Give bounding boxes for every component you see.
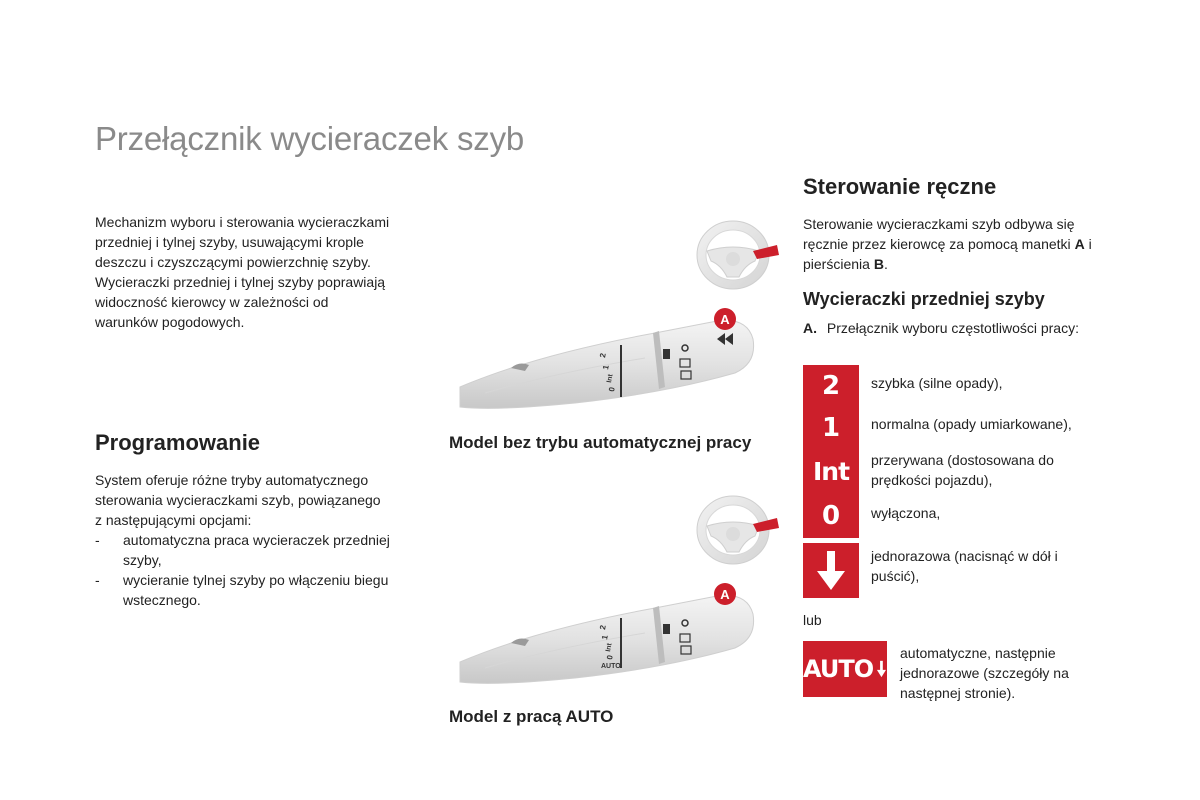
or-label: lub (803, 612, 822, 628)
intro-line: deszczu i czyszczącymi powierzchnię szyby. (95, 254, 371, 270)
mode-desc-intermittent: przerywana (dostosowana do prędkości pojazdu), (871, 452, 1054, 488)
mode-symbol-0: 0 (821, 500, 841, 531)
auto-down-arrow-icon (876, 658, 887, 680)
caption-model-basic: Model bez trybu automatycznej pracy (449, 433, 752, 452)
scale-mark: 0 (605, 654, 615, 661)
mode-symbol-1: 1 (821, 413, 841, 443)
caption-model-auto: Model z pracą AUTO (449, 707, 614, 726)
scale-mark: Int (605, 642, 614, 653)
scale-mark: 1 (600, 634, 610, 641)
callout-a-label: A (720, 312, 730, 327)
scale-mark: 1 (601, 364, 611, 371)
wiper-stalk-illustration-basic (455, 215, 785, 415)
mode-desc-normal: normalna (opady umiarkowane), (871, 416, 1072, 432)
callout-a-label: A (720, 587, 730, 602)
down-arrow-icon (803, 543, 859, 598)
mode-desc-off: wyłączona, (871, 505, 941, 521)
mode-symbol-2: 2 (821, 371, 841, 401)
scale-mark: 2 (598, 352, 608, 359)
manual-ref-a: A (1074, 236, 1085, 252)
programming-list (95, 530, 425, 610)
front-wipers-heading: Wycieraczki przedniej szyby (803, 289, 1045, 309)
single-wipe-symbol (803, 543, 859, 598)
manual-line-text: ręcznie przez kierowcę za pomocą manetki (803, 236, 1075, 252)
mode-desc-auto: automatyczne, następnie jednorazowe (szczegóły na następnej stronie). (900, 645, 1069, 701)
front-wipers-intro (803, 318, 1143, 338)
scale-mark: Int (606, 373, 615, 384)
wiper-stalk-illustration-auto (455, 490, 785, 700)
intro-line: Wycieraczki przedniej i tylnej szyby poprawiają (95, 274, 386, 290)
intro-line: Mechanizm wyboru i sterowania wycieraczkami (95, 214, 390, 230)
manual-heading: Sterowanie ręczne (803, 174, 997, 199)
manual-line-text: i (1084, 236, 1092, 252)
programming-line: z następującymi opcjami: (95, 512, 252, 528)
intro-paragraph (95, 212, 435, 332)
auto-label: AUTO (803, 655, 874, 683)
manual-ref-b: B (873, 256, 884, 272)
manual-paragraph (803, 214, 1133, 274)
programming-line: System oferuje różne tryby automatycznego (95, 472, 369, 488)
manual-line-text: pierścienia (803, 256, 874, 272)
auto-mode-symbol (803, 641, 887, 697)
manual-line (803, 234, 1133, 254)
scale-mark: 2 (598, 624, 608, 631)
mode-desc-fast: szybka (silne opady), (871, 375, 1003, 391)
programming-heading: Programowanie (95, 430, 261, 455)
page-title: Przełącznik wycieraczek szyb (95, 120, 525, 157)
programming-paragraph (95, 470, 425, 610)
list-item: - automatyczna praca wycieraczek przedniej szyby, (95, 530, 425, 570)
programming-line: sterowania wycieraczkami szyb, powiązanego (95, 492, 381, 508)
mode-desc-single: jednorazowa (nacisnąć w dół i puścić), (871, 548, 1058, 584)
intro-line: widoczność kierowcy w zależności od (95, 294, 329, 310)
front-wipers-intro-text: Przełącznik wyboru częstotliwości pracy: (826, 320, 1079, 336)
mode-symbol-int: Int (812, 456, 850, 486)
list-item: - wycieranie tylnej szyby po włączeniu biegu wstecznego. (95, 570, 425, 610)
intro-line: przedniej i tylnej szyby, usuwającymi krople (95, 234, 364, 250)
scale-mark: AUTO (601, 663, 621, 670)
manual-line-text: . (883, 256, 888, 272)
intro-line: warunków pogodowych. (95, 314, 245, 330)
front-wipers-label: A. (803, 320, 817, 336)
manual-line (803, 254, 1133, 274)
scale-mark: 0 (607, 386, 617, 393)
manual-line: Sterowanie wycieraczkami szyb odbywa się (803, 216, 1075, 232)
